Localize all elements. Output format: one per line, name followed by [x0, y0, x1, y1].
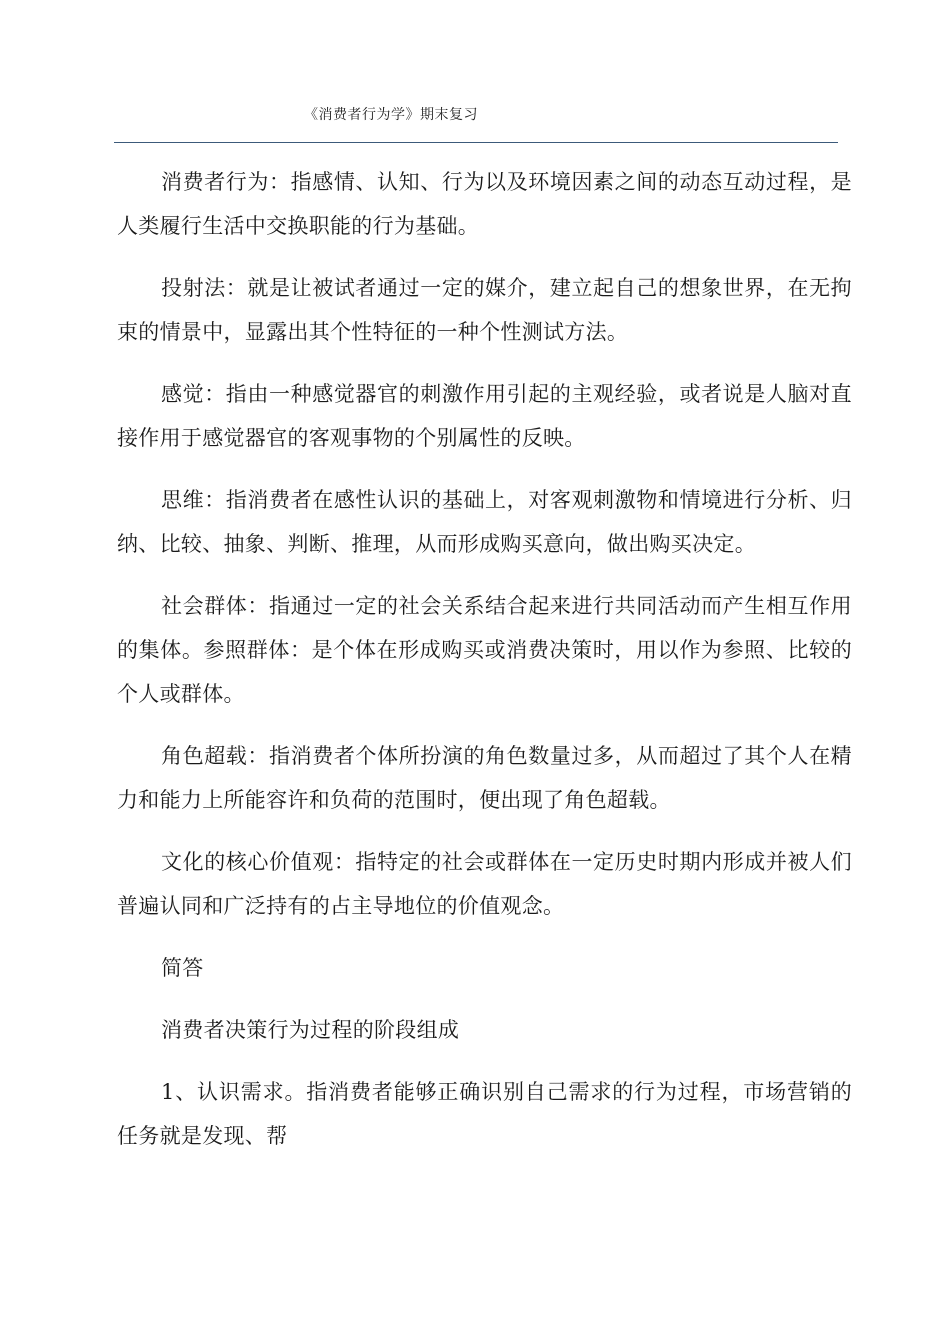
- paragraph-core-values: 文化的核心价值观：指特定的社会或群体在一定历史时期内形成并被人们普遍认同和广泛持有的占主导地位的价值观念。: [117, 850, 852, 918]
- paragraph-social-group: 社会群体：指通过一定的社会关系结合起来进行共同活动而产生相互作用的集体。参照群体：是个体在形成购买或消费决策时，用以作为参照、比较的个人或群体。: [117, 594, 852, 706]
- paragraph-role-overload: 角色超载：指消费者个体所扮演的角色数量过多，从而超过了其个人在精力和能力上所能容许和负荷的范围时，便出现了角色超载。: [117, 744, 852, 812]
- paragraph-sensation: 感觉：指由一种感觉器官的刺激作用引起的主观经验，或者说是人脑对直接作用于感觉器官的客观事物的个别属性的反映。: [117, 382, 852, 450]
- header-divider: [114, 142, 838, 143]
- document-body: [117, 160, 852, 1176]
- paragraph-recognize-need: 1、认识需求。指消费者能够正确识别自己需求的行为过程，市场营销的任务就是发现、帮: [117, 1080, 852, 1148]
- paragraph-consumer-behavior: 消费者行为：指感情、认知、行为以及环境因素之间的动态互动过程，是人类履行生活中交换职能的行为基础。: [117, 170, 852, 238]
- document-header-title: 《消费者行为学》期末复习: [304, 107, 478, 123]
- paragraph-thinking: 思维：指消费者在感性认识的基础上，对客观刺激物和情境进行分析、归纳、比较、抽象、判断、推理，从而形成购买意向，做出购买决定。: [117, 488, 852, 556]
- section-heading-short-answer: 简答: [161, 956, 204, 980]
- paragraph-projective-technique: 投射法：就是让被试者通过一定的媒介，建立起自己的想象世界，在无拘束的情景中，显露出其个性特征的一种个性测试方法。: [117, 276, 852, 344]
- paragraph-decision-stages: 消费者决策行为过程的阶段组成: [161, 1018, 460, 1042]
